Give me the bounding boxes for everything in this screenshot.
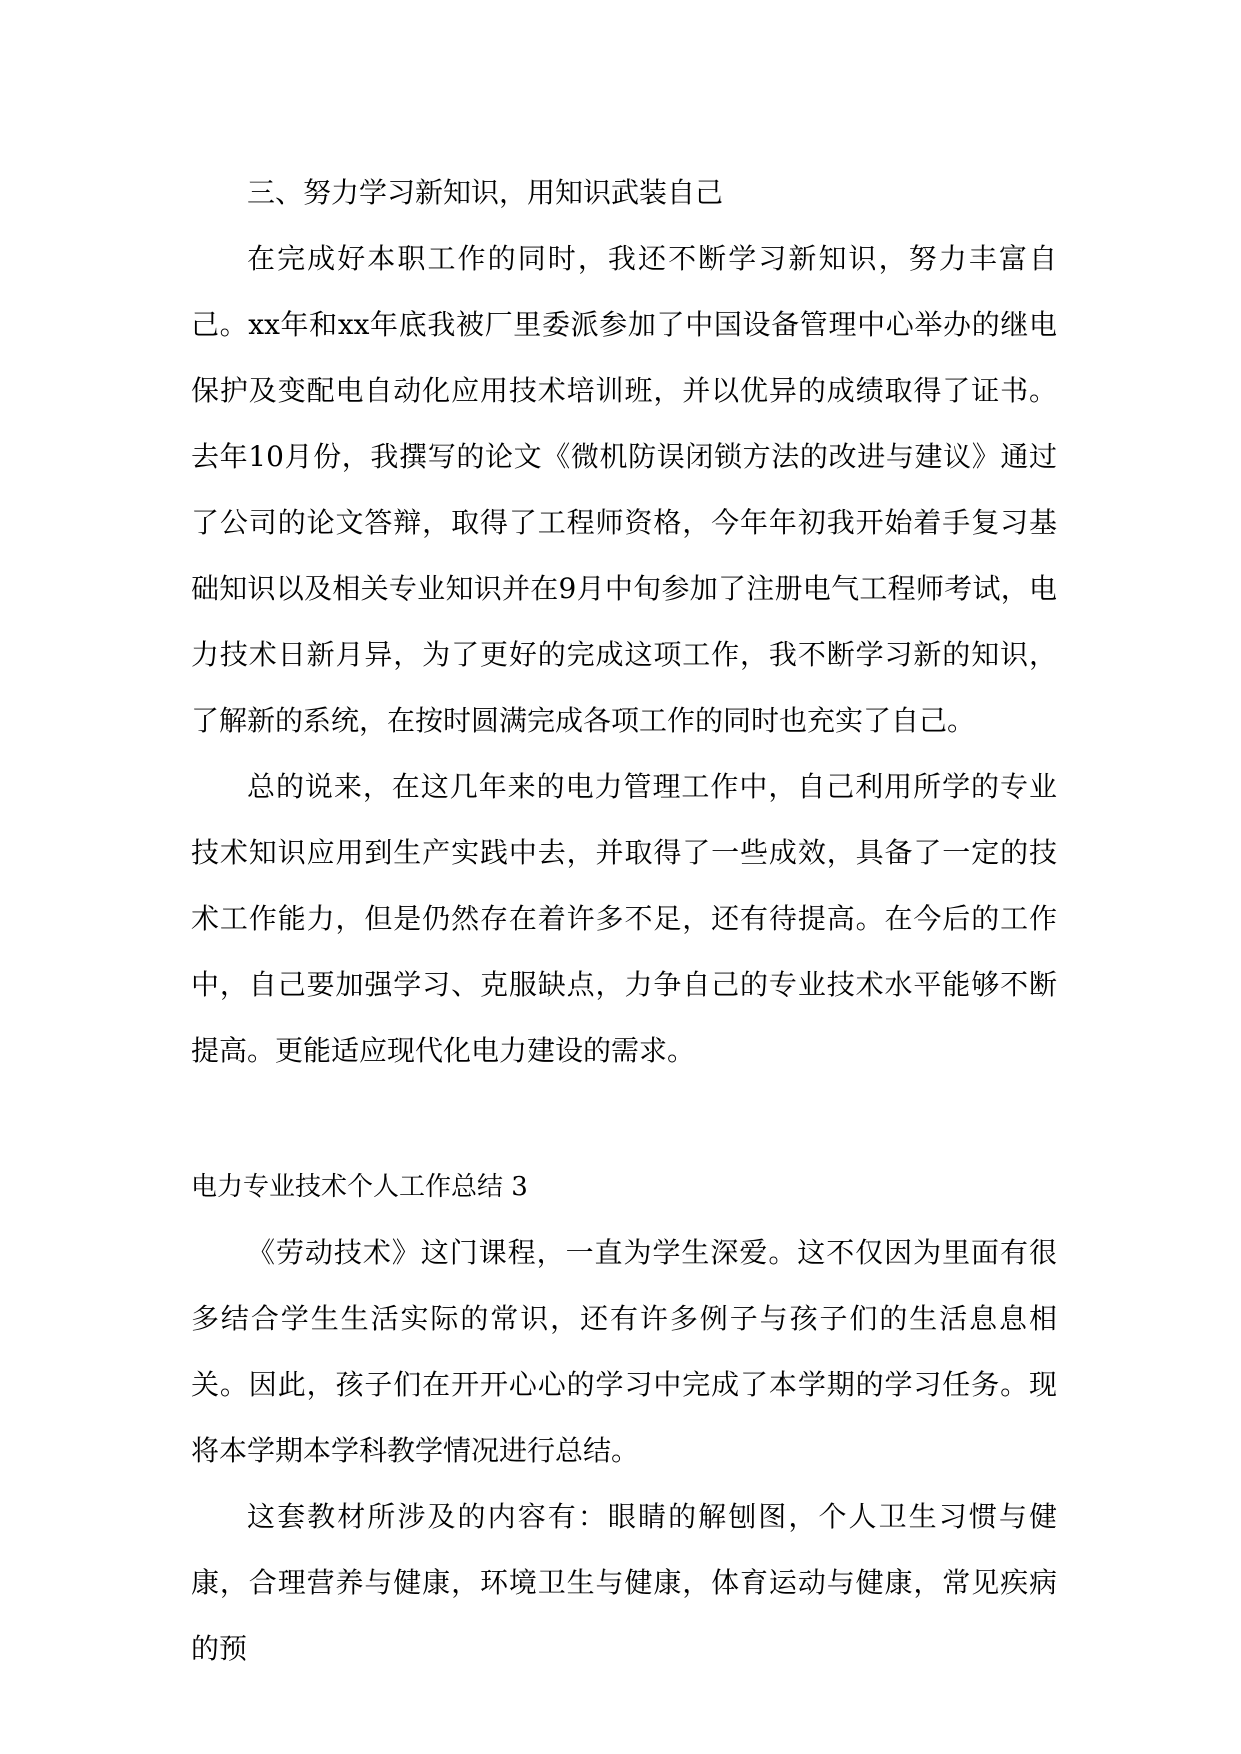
section-heading: 三、努力学习新知识，用知识武装自己 (247, 176, 724, 209)
paragraph-materials: 这套教材所涉及的内容有：眼睛的解刨图，个人卫生习惯与健康，合理营养与健康，环境卫生与健康，体育运动与健康，常见疾病的预 (191, 1500, 1057, 1665)
section-gap (191, 1084, 1057, 1154)
paragraph-course: 《劳动技术》这门课程，一直为学生深爱。这不仅因为里面有很多结合学生生活实际的常识，还有许多例子与孩子们的生活息息相关。因此，孩子们在开开心心的学习中完成了本学期的学习任务。现将本学期本学科教学情况进行总结。 (191, 1236, 1057, 1467)
document-body (191, 160, 1057, 1682)
paragraph-study: 在完成好本职工作的同时，我还不断学习新知识，努力丰富自己。xx年和xx年底我被厂里委派参加了中国设备管理中心举办的继电保护及变配电自动化应用技术培训班，并以优异的成绩取得了证书。去年10月份，我撰写的论文《微机防误闭锁方法的改进与建议》通过了公司的论文答辩，取得了工程师资格，今年年初我开始着手复习基础知识以及相关专业知识并在9月中旬参加了注册电气工程师考试，电力技术日新月异，为了更好的完成这项工作，我不断学习新的知识，了解新的系统，在按时圆满完成各项工作的同时也充实了自己。 (191, 242, 1057, 737)
document-title: 电力专业技术个人工作总结 3 (191, 1172, 528, 1202)
paragraph-summary: 总的说来，在这几年来的电力管理工作中，自己利用所学的专业技术知识应用到生产实践中去，并取得了一些成效，具备了一定的技术工作能力，但是仍然存在着许多不足，还有待提高。在今后的工作中，自己要加强学习、克服缺点，力争自己的专业技术水平能够不断提高。更能适应现代化电力建设的需求。 (191, 770, 1057, 1067)
